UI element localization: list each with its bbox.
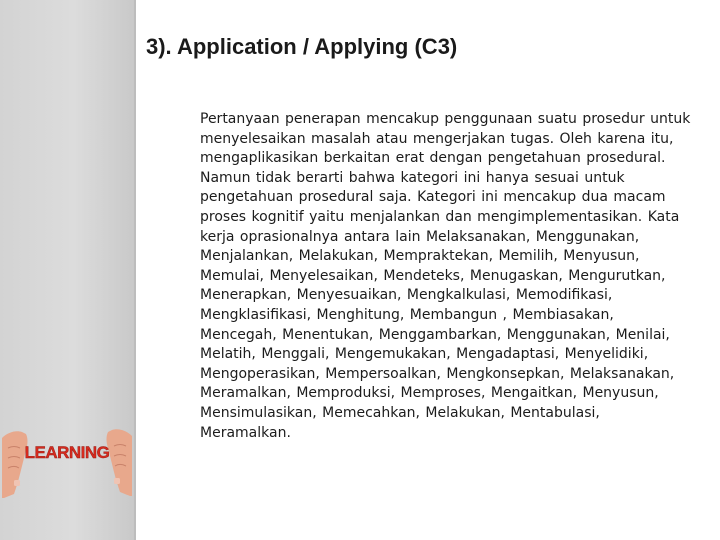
learning-hands-image bbox=[0, 408, 134, 500]
left-hand-icon bbox=[2, 431, 28, 498]
side-panel-edge bbox=[134, 0, 136, 540]
right-hand-icon bbox=[107, 429, 133, 496]
learning-word: LEARNING bbox=[24, 443, 110, 462]
slide-body-text: Pertanyaan penerapan mencakup penggunaan suatu prosedur untuk menyelesaikan masalah atau mengerjakan tugas. Oleh karena itu, mengaplikasikan berkaitan erat dengan pengetahuan prosedural. Namun tidak berarti bahwa kategori ini hanya sesuai untuk pengetahuan prosedural saja. Kategori ini mencakup dua macam proses kognitif yaitu menjalankan dan mengimplementasikan. Kata kerja oprasionalnya antara lain Melaksanakan, Menggunakan, Menjalankan, Melakukan, Mempraktekan, Memilih, Menyusun, Memulai, Menyelesaikan, Mendeteks, Menugaskan, Mengurutkan, Menerapkan, Menyesuaikan, Mengkalkulasi, Memodifikasi, Mengklasifikasi, Menghitung, Membangun , Membiasakan, Mencegah, Menentukan, Menggambarkan, Menggunakan, Menilai, Melatih, Menggali, Mengemukakan, Mengadaptasi, Menyelidiki, Mengoperasikan, Mempersoalkan, Mengkonsepkan, Melaksanakan, Meramalkan, Memproduksi, Memproses, Mengaitkan, Menyusun, Mensimulasikan, Memecahkan, Melakukan, Mentabulasi, Meramalkan. bbox=[200, 111, 691, 441]
slide-title: 3). Application / Applying (C3) bbox=[146, 34, 458, 59]
